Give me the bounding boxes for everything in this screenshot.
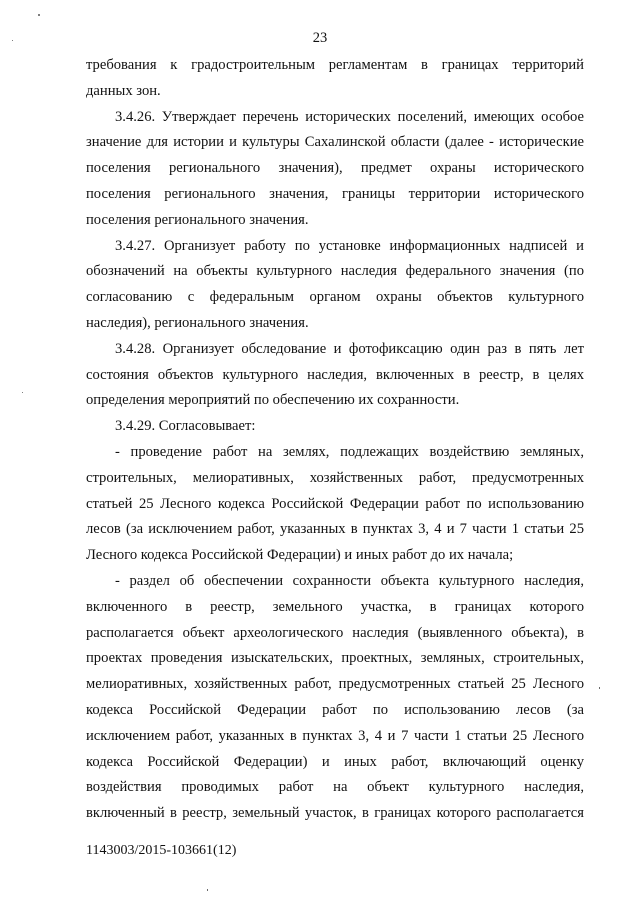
text-line: кодекса Российской Федерации работ по использованию лесов (за bbox=[86, 701, 584, 718]
scan-speck bbox=[12, 40, 13, 41]
text-line: поселения регионального значения. bbox=[86, 211, 309, 228]
text-line: 3.4.28. Организует обследование и фотофиксацию один раз в пять лет bbox=[115, 340, 584, 357]
scan-speck bbox=[599, 687, 600, 689]
text-line: обозначений на объекты культурного наследия федерального значения (по bbox=[86, 263, 584, 280]
text-line: - проведение работ на землях, подлежащих воздействию земляных, bbox=[115, 443, 584, 460]
scan-speck bbox=[207, 889, 208, 891]
text-line: - раздел об обеспечении сохранности объекта культурного наследия, bbox=[115, 572, 584, 589]
text-line: поселения регионального значения, границы территории исторического bbox=[86, 185, 584, 202]
text-line: включенный в реестр, земельный участок, в границах которого располагается bbox=[86, 805, 584, 822]
scan-speck bbox=[22, 392, 23, 393]
text-line: данных зон. bbox=[86, 82, 161, 99]
text-line: проектах проведения изыскательских, проектных, земляных, строительных, bbox=[86, 650, 584, 667]
page-number: 23 bbox=[312, 30, 328, 46]
text-line: мелиоративных, хозяйственных работ, предусмотренных статьей 25 Лесного bbox=[86, 676, 584, 693]
text-line: располагается объект археологического наследия (выявленного объекта), в bbox=[86, 624, 584, 641]
document-footer-code: 1143003/2015-103661(12) bbox=[86, 843, 237, 858]
text-line: Лесного кодекса Российской Федерации) и иных работ до их начала; bbox=[86, 547, 514, 564]
document-body bbox=[86, 53, 584, 827]
text-line: воздействия проводимых работ на объект культурного наследия, bbox=[86, 779, 584, 796]
text-line: определения мероприятий по обеспечению их сохранности. bbox=[86, 392, 460, 409]
text-line: 3.4.27. Организует работу по установке информационных надписей и bbox=[115, 237, 584, 254]
text-line: 3.4.26. Утверждает перечень исторических поселений, имеющих особое bbox=[115, 108, 584, 125]
text-line: требования к градостроительным регламентам в границах территорий bbox=[86, 57, 584, 73]
text-line: лесов (за исключением работ, указанных в пунктах 3, 4 и 7 части 1 статьи 25 bbox=[86, 521, 584, 538]
text-line: 3.4.29. Согласовывает: bbox=[115, 418, 256, 435]
text-line: наследия), регионального значения. bbox=[86, 314, 309, 331]
text-line: исключением работ, указанных в пунктах 3, 4 и 7 части 1 статьи 25 Лесного bbox=[86, 727, 584, 744]
text-line: значение для истории и культуры Сахалинской области (далее - исторические bbox=[86, 134, 584, 151]
text-line: строительных, мелиоративных, хозяйственных работ, предусмотренных bbox=[86, 469, 584, 486]
text-line: статьей 25 Лесного кодекса Российской Федерации работ по использованию bbox=[86, 495, 584, 512]
text-line: кодекса Российской Федерации) и иных работ, включающий оценку bbox=[86, 753, 584, 770]
text-line: состояния объектов культурного наследия, включенных в реестр, в целях bbox=[86, 366, 584, 383]
scan-speck bbox=[38, 14, 40, 16]
text-line: согласованию с федеральным органом охраны объектов культурного bbox=[86, 289, 584, 306]
text-line: поселения регионального значения), предмет охраны исторического bbox=[86, 160, 584, 177]
text-line: включенного в реестр, земельного участка, в границах которого bbox=[86, 598, 584, 615]
